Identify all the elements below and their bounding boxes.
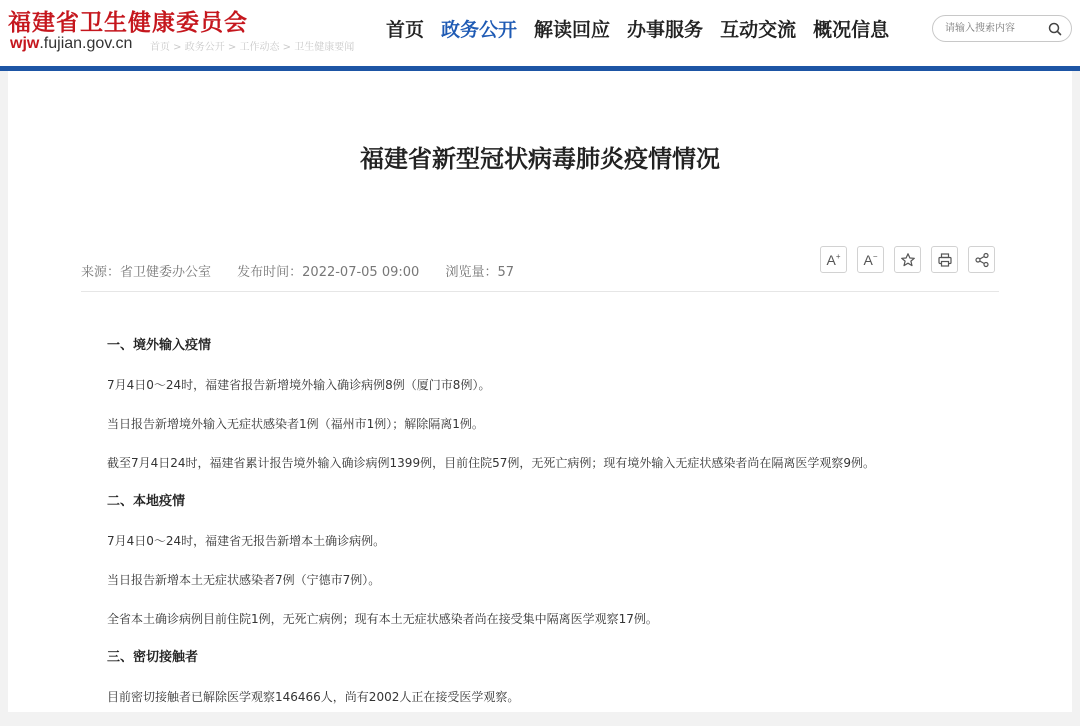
article-publish-time: 发布时间：2022-07-05 09:00 bbox=[237, 265, 420, 280]
search-input[interactable] bbox=[945, 20, 1045, 37]
paragraph: 目前密切接触者已解除医学观察146466人，尚有2002人正在接受医学观察。 bbox=[107, 690, 520, 704]
breadcrumb: 首页 > 政务公开 > 工作动态 > 卫生健康要闻 bbox=[150, 42, 355, 53]
paragraph: 7月4日0～24时，福建省无报告新增本土确诊病例。 bbox=[107, 534, 386, 548]
article-meta bbox=[81, 261, 536, 280]
section-heading: 三、密切接触者 bbox=[107, 650, 199, 665]
paragraph: 全省本土确诊病例目前住院1例，无死亡病例；现有本土无症状感染者尚在接受集中隔离医学观察17例。 bbox=[107, 612, 658, 626]
nav-government-affairs[interactable]: 政务公开 bbox=[441, 19, 518, 41]
section-heading: 二、本地疫情 bbox=[107, 494, 186, 509]
article-title: 福建省新型冠状病毒肺炎疫情情况 bbox=[360, 145, 720, 173]
article-body bbox=[107, 336, 1007, 726]
article-card bbox=[8, 71, 1072, 712]
main-nav bbox=[386, 15, 906, 42]
article-views: 浏览量：57 bbox=[445, 265, 514, 280]
nav-interpretation[interactable]: 解读回应 bbox=[534, 19, 611, 41]
site-url bbox=[10, 35, 132, 53]
nav-home[interactable]: 首页 bbox=[386, 19, 425, 41]
share-icon bbox=[974, 252, 990, 268]
site-header bbox=[0, 0, 1080, 66]
nav-services[interactable]: 办事服务 bbox=[627, 19, 704, 41]
search-box bbox=[932, 15, 1072, 42]
share-button[interactable] bbox=[968, 246, 995, 273]
print-icon bbox=[937, 252, 953, 268]
nav-overview[interactable]: 概况信息 bbox=[813, 19, 890, 41]
site-url-prefix: wjw bbox=[10, 35, 40, 52]
search-icon[interactable] bbox=[1047, 21, 1063, 37]
paragraph: 7月4日0～24时，福建省报告新增境外输入确诊病例8例（厦门市8例）。 bbox=[107, 378, 491, 392]
article-toolbar bbox=[820, 246, 1005, 273]
star-icon bbox=[900, 252, 916, 268]
site-url-domain: .fujian.gov.cn bbox=[39, 35, 133, 52]
paragraph: 截至7月4日24时，福建省累计报告境外输入确诊病例1399例，目前住院57例，无死亡病例；现有境外输入无症状感染者尚在隔离医学观察9例。 bbox=[107, 456, 875, 470]
paragraph: 当日报告新增本土无症状感染者7例（宁德市7例）。 bbox=[107, 573, 381, 587]
font-decrease-button[interactable]: A − bbox=[857, 246, 884, 273]
favorite-button[interactable] bbox=[894, 246, 921, 273]
nav-interaction[interactable]: 互动交流 bbox=[720, 19, 797, 41]
paragraph: 当日报告新增境外输入无症状感染者1例（福州市1例）；解除隔离1例。 bbox=[107, 417, 484, 431]
meta-divider bbox=[81, 291, 999, 292]
site-logo[interactable]: 福建省卫生健康委员会 bbox=[8, 9, 248, 36]
font-increase-button[interactable]: A + bbox=[820, 246, 847, 273]
article-source: 来源：省卫健委办公室 bbox=[81, 265, 212, 280]
print-button[interactable] bbox=[931, 246, 958, 273]
section-heading: 一、境外输入疫情 bbox=[107, 338, 212, 353]
